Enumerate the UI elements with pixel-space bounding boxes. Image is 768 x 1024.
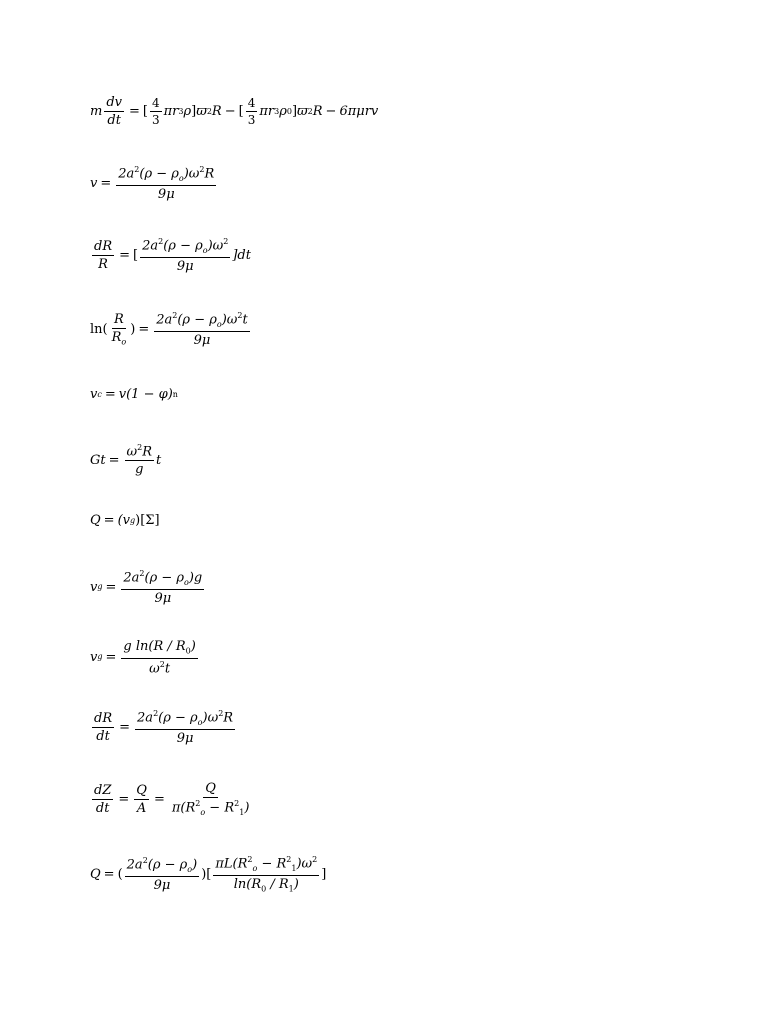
eq11-frac-Q-area xyxy=(170,782,252,817)
eq12-num-part: (ρ − ρ xyxy=(147,857,188,873)
eq3-denominator: 9μ xyxy=(176,258,194,274)
eq1-sup: 3 xyxy=(178,106,184,116)
eq1-term: ϖ xyxy=(297,104,308,119)
eq11-f2-num: Q xyxy=(136,782,147,798)
equation-5 xyxy=(90,388,178,401)
eq1-frac-4-3 xyxy=(150,97,162,126)
eq6-num-part: ω xyxy=(126,444,138,460)
eq12-denominator-2 xyxy=(232,876,301,894)
eq3-num-sup: 2 xyxy=(158,237,164,246)
equation-12 xyxy=(90,856,326,894)
eq12-mid: )[ xyxy=(201,867,212,883)
eq8-num-part: (ρ − ρ xyxy=(144,570,185,586)
eq7-rhs-sub: g xyxy=(130,515,136,525)
eq10-num-part: (ρ − ρ xyxy=(158,710,198,726)
eq1-sup: 3 xyxy=(274,106,280,116)
eq10-frac-num: dR xyxy=(94,710,113,726)
eq11-den-sup: 2 xyxy=(234,799,240,808)
eq7-lhs: Q xyxy=(90,513,101,528)
eq11-equals: = xyxy=(153,791,165,807)
eq7-rhs: )[Σ] xyxy=(135,513,160,528)
eq7-rhs: (v xyxy=(117,513,130,528)
eq10-num-part: 2a xyxy=(137,710,154,726)
eq9-lhs: v xyxy=(90,649,98,665)
eq2-num-part: )ω xyxy=(183,166,200,182)
eq6-tail: t xyxy=(156,452,162,468)
eq4-den-part: R xyxy=(111,329,122,345)
equation-9 xyxy=(90,640,200,675)
eq12-n2-sup: 2 xyxy=(286,855,292,864)
eq1-equals: = xyxy=(129,104,140,119)
eq8-numerator xyxy=(121,570,204,590)
eq4-equals: = xyxy=(138,321,150,337)
eq4-num-part: t xyxy=(242,312,248,328)
eq12-d2-sub: 1 xyxy=(288,884,294,894)
eq12-numerator-2 xyxy=(213,856,319,876)
eq3-numerator xyxy=(140,238,230,258)
eq8-lhs-sub: g xyxy=(97,582,103,592)
eq6-num-part: R xyxy=(142,444,153,460)
eq4-frac xyxy=(154,312,249,347)
eq10-num-part: R xyxy=(223,710,234,726)
eq2-num-part: 2a xyxy=(118,166,135,182)
eq5-rhs-sup: n xyxy=(172,389,178,399)
eq11-den-sub: o xyxy=(200,807,206,817)
eq4-numerator xyxy=(154,312,249,332)
eq12-n2-sub: 1 xyxy=(291,863,297,873)
eq6-numerator xyxy=(125,444,155,461)
eq3-num-sup: 2 xyxy=(223,237,229,246)
eq1-sup: 2 xyxy=(307,106,313,116)
eq2-num-part: (ρ − ρ xyxy=(139,166,179,182)
eq12-n2-sup: 2 xyxy=(247,855,253,864)
eq6-frac xyxy=(125,444,155,476)
eq1-minus: − xyxy=(224,104,236,119)
eq10-equals: = xyxy=(119,719,131,735)
eq9-numerator xyxy=(121,640,197,659)
eq3-frac-dR-R xyxy=(92,240,114,271)
eq1-minus: − xyxy=(325,104,337,119)
eq11-frac-den: dt xyxy=(95,800,110,816)
eq3-num-sub: o xyxy=(202,245,208,255)
eq6-num-sup: 2 xyxy=(137,443,143,452)
eq12-numerator-1 xyxy=(125,857,200,877)
eq1-term: ρ xyxy=(279,104,287,119)
eq11-den-part: π(R xyxy=(171,800,196,816)
equation-1 xyxy=(90,96,378,127)
eq12-equals: = xyxy=(103,867,115,883)
equation-11 xyxy=(90,782,253,817)
eq8-num-part: 2a xyxy=(123,570,140,586)
equation-3 xyxy=(90,238,251,273)
eq11-f3-den xyxy=(170,798,252,817)
eq2-num-sub: o xyxy=(178,173,184,183)
equation-6 xyxy=(90,444,161,476)
eq7-equals: = xyxy=(103,513,115,528)
eq9-frac xyxy=(121,640,197,675)
eq6-equals: = xyxy=(108,452,120,468)
eq10-num-sub: o xyxy=(197,717,203,727)
eq4-close: ) xyxy=(130,321,136,337)
eq3-frac xyxy=(140,238,230,273)
eq11-frac-num: dZ xyxy=(94,782,112,798)
eq8-equals: = xyxy=(105,579,117,595)
eq2-equals: = xyxy=(100,175,112,191)
eq11-frac-Q-A xyxy=(134,784,149,815)
eq11-f2-den: A xyxy=(136,800,147,816)
eq8-frac xyxy=(121,570,204,605)
eq1-term: ϖ xyxy=(196,104,207,119)
eq8-lhs: v xyxy=(90,579,98,595)
eq5-equals: = xyxy=(104,387,116,402)
eq9-den-sup: 2 xyxy=(159,659,165,669)
eq10-denominator: 9μ xyxy=(176,730,194,746)
eq1-bracket: [ xyxy=(142,104,148,119)
eq4-frac-R-R0 xyxy=(110,313,129,347)
eq1-bracket: [ xyxy=(238,104,244,119)
eq12-n2-part: )ω xyxy=(296,856,313,872)
equation-8 xyxy=(90,570,206,605)
eq9-den-part: ω xyxy=(149,660,160,676)
eq1-sup: 2 xyxy=(206,106,212,116)
eq3-frac-num: dR xyxy=(94,238,113,254)
eq4-num-sup: 2 xyxy=(172,311,178,320)
eq1-frac43-den: 3 xyxy=(151,113,160,127)
eq12-n2-part: πL(R xyxy=(215,856,248,872)
eq9-equals: = xyxy=(105,649,117,665)
eq12-num-part: ) xyxy=(192,857,198,873)
eq1-frac43-num: 4 xyxy=(151,96,160,110)
eq4-ln: ln( xyxy=(90,321,108,337)
eq3-close: ]dt xyxy=(232,247,251,263)
eq3-num-part: )ω xyxy=(207,238,224,254)
eq5-lhs: v xyxy=(90,387,98,402)
eq12-frac-2 xyxy=(213,856,319,894)
eq12-n2-part: − R xyxy=(257,856,287,872)
eq11-equals: = xyxy=(118,791,130,807)
equation-4 xyxy=(90,312,252,347)
eq6-denominator: g xyxy=(135,462,144,478)
eq8-denominator: 9μ xyxy=(154,590,172,606)
eq10-num-sup: 2 xyxy=(218,709,224,718)
eq12-d2-part: ln(R xyxy=(233,876,262,892)
eq2-denominator: 9μ xyxy=(157,186,175,202)
eq2-frac xyxy=(116,166,216,201)
eq2-num-sup: 2 xyxy=(134,165,140,174)
eq1-term: ρ xyxy=(183,104,192,119)
eq10-frac-dR-dt xyxy=(92,712,114,743)
eq10-frac-den: dt xyxy=(96,728,110,744)
eq1-frac-num: dv xyxy=(106,95,122,110)
eq1-frac43b-den: 3 xyxy=(247,113,256,127)
eq12-d2-sub: 0 xyxy=(261,884,267,894)
eq1-frac-4-3-b xyxy=(246,97,258,126)
eq8-num-sub: o xyxy=(184,577,189,587)
eq12-lhs: Q xyxy=(90,867,101,883)
eq1-term: R xyxy=(211,104,222,119)
eq3-num-part: (ρ − ρ xyxy=(163,238,203,254)
eq11-frac-dZ-dt xyxy=(92,784,113,815)
eq12-paren: ( xyxy=(117,867,123,883)
eq9-num-part: ) xyxy=(190,639,196,654)
eq1-bracket: ] xyxy=(191,104,197,119)
eq3-bracket: [ xyxy=(133,247,139,263)
eq12-num-sup: 2 xyxy=(142,856,148,866)
eq1-mass: m xyxy=(90,104,103,119)
eq10-num-part: )ω xyxy=(202,710,219,726)
eq9-num-part: g ln(R / R xyxy=(123,639,186,654)
eq10-numerator xyxy=(135,710,235,730)
eq2-num-sup: 2 xyxy=(199,165,205,174)
eq1-sub: 0 xyxy=(286,106,292,116)
eq1-frac-dv-dt xyxy=(104,96,124,127)
eq4-num-sub: o xyxy=(216,319,222,329)
eq12-num-sub: o xyxy=(187,865,193,875)
eq4-num-part: 2a xyxy=(156,312,173,328)
eq10-num-sup: 2 xyxy=(153,709,159,718)
eq1-term: 6πμrv xyxy=(339,104,379,119)
eq4-denominator: 9μ xyxy=(193,332,211,348)
eq1-term: R xyxy=(312,104,323,119)
eq12-denominator-1: 9μ xyxy=(153,878,171,894)
eq3-num-part: 2a xyxy=(142,238,159,254)
eq4-frac-num: R xyxy=(114,311,124,327)
eq12-num-part: 2a xyxy=(126,857,143,873)
eq11-den-sub: 1 xyxy=(239,807,245,817)
eq5-rhs: v(1 − φ) xyxy=(118,387,173,402)
eq4-num-part: (ρ − ρ xyxy=(177,312,217,328)
equation-7 xyxy=(90,514,160,527)
eq2-numerator xyxy=(116,166,216,186)
eq4-num-sup: 2 xyxy=(237,311,243,320)
eq4-den-sub: o xyxy=(121,337,127,347)
eq9-den-part: t xyxy=(164,660,171,676)
eq11-den-part: ) xyxy=(244,800,250,816)
eq10-frac xyxy=(135,710,235,745)
eq12-n2-sub: o xyxy=(252,863,258,873)
equation-2 xyxy=(90,166,218,201)
eq9-num-sub: 0 xyxy=(185,646,191,656)
eq11-f3-num: Q xyxy=(205,781,216,796)
eq1-bracket: ] xyxy=(291,104,298,119)
eq2-lhs: v xyxy=(90,175,98,191)
eq4-num-part: )ω xyxy=(221,312,238,328)
eq6-lhs: Gt xyxy=(90,452,106,468)
eq8-num-part: )g xyxy=(188,570,203,586)
eq12-close: ] xyxy=(321,867,327,883)
eq9-denominator xyxy=(147,659,172,675)
eq11-den-part: − R xyxy=(205,800,235,816)
eq12-n2-sup: 2 xyxy=(312,855,318,864)
eq4-frac-den xyxy=(110,329,129,347)
eq3-frac-den: R xyxy=(98,256,108,272)
eq12-d2-part: ) xyxy=(293,876,299,892)
equation-10 xyxy=(90,710,237,745)
eq2-num-part: R xyxy=(204,166,215,182)
eq1-frac43b-num: 4 xyxy=(247,96,256,110)
eq12-frac-1 xyxy=(125,857,200,892)
eq8-num-sup: 2 xyxy=(139,569,145,578)
eq11-den-sup: 2 xyxy=(195,799,201,808)
eq12-d2-part: / R xyxy=(266,876,289,892)
eq1-term: πr xyxy=(259,104,275,119)
eq1-frac-den: dt xyxy=(107,113,121,128)
eq5-lhs-sub: c xyxy=(97,389,102,399)
eq3-equals: = xyxy=(119,247,131,263)
eq1-term: πr xyxy=(163,104,179,119)
eq9-lhs-sub: g xyxy=(97,652,103,662)
